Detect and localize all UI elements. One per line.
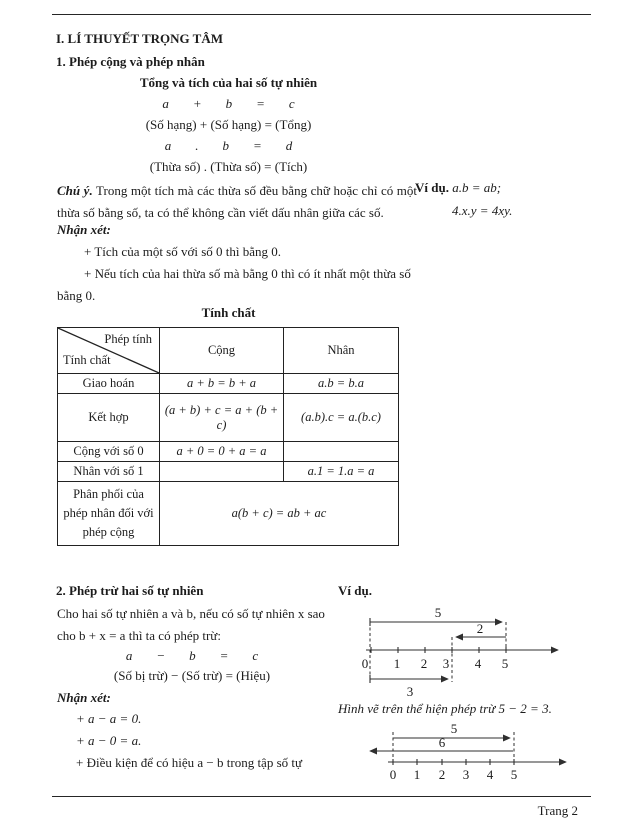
arrow-label-6: 6 [438, 735, 446, 750]
arrow-label-5: 5 [450, 722, 458, 736]
column-header-cong: Cộng [160, 328, 284, 374]
tick-label: 3 [462, 767, 470, 782]
tick-label: 3 [442, 656, 450, 671]
eq-token: c [288, 96, 295, 111]
eq-token: b [225, 96, 233, 111]
row-label: Nhân với số 1 [58, 462, 160, 482]
remark2-label: Nhận xét: [57, 690, 111, 705]
subtraction-equation-caption: (Số bị trừ) − (Số trừ) = (Hiệu) [113, 668, 271, 683]
remark2-item3: + Điều kiện để có hiệu a − b trong tập số tự [76, 755, 303, 770]
number-line-figure-5-minus-2 [338, 602, 573, 702]
sum-product-title: Tổng và tích của hai số tự nhiên [139, 75, 318, 90]
table-header-row [58, 328, 399, 374]
remark1-item1: + Tích của một số với số 0 thì bằng 0. [84, 244, 282, 259]
example1-line1: a.b = ab; [452, 180, 502, 195]
tick-label: 4 [486, 767, 494, 782]
formula-cell-span: a(b + c) = ab + ac [160, 482, 399, 546]
example1-label: Ví dụ. [415, 180, 449, 195]
eq-token: a [162, 96, 169, 111]
corner-top-label: Phép tính [104, 332, 152, 346]
formula-cell: (a.b).c = a.(b.c) [284, 394, 399, 442]
note-paragraph [57, 180, 417, 223]
section1-heading: I. LÍ THUYẾT TRỌNG TÂM [56, 31, 224, 46]
eq-token: b [222, 138, 229, 153]
subtraction-equation [57, 648, 327, 664]
tick-label: 5 [501, 656, 509, 671]
tick-label: 0 [389, 767, 397, 782]
formula-cell: a.b = b.a [284, 374, 399, 394]
tick-label: 2 [438, 767, 446, 782]
sum-equation [57, 96, 400, 112]
table-corner-cell [58, 328, 160, 374]
row-label: Giao hoán [58, 374, 160, 394]
remark1-item2-continuation: bằng 0. [57, 288, 96, 303]
figure1-caption: Hình vẽ trên thể hiện phép trừ 5 − 2 = 3. [338, 701, 552, 716]
eq-token: c [252, 648, 259, 663]
page-number: Trang 2 [537, 803, 578, 818]
product-equation [57, 138, 400, 154]
table-row [58, 394, 399, 442]
number-line-figure-5-minus-6 [338, 722, 573, 784]
formula-cell: a + b = b + a [160, 374, 284, 394]
sum-equation-caption: (Số hạng) + (Số hạng) = (Tổng) [145, 117, 312, 132]
formula-cell: (a + b) + c = a + (b + c) [160, 394, 284, 442]
table-row [58, 374, 399, 394]
section2-intro-line1: Cho hai số tự nhiên a và b, nếu có số tự nhiên x sao [57, 606, 325, 621]
table-row [58, 462, 399, 482]
formula-cell: a + 0 = 0 + a = a [160, 442, 284, 462]
example2-label: Ví dụ. [338, 583, 372, 598]
tick-label: 0 [361, 656, 369, 671]
note-label: Chú ý. [57, 183, 93, 198]
properties-table [57, 327, 399, 546]
example1-line2: 4.x.y = 4xy. [452, 203, 513, 218]
section2-intro-line2: cho b + x = a thì ta có phép trừ: [57, 628, 221, 643]
footer-rule [52, 796, 591, 797]
eq-token: = [256, 96, 265, 111]
section1-subheading: 1. Phép cộng và phép nhân [56, 54, 205, 69]
column-header-nhan: Nhân [284, 328, 399, 374]
formula-cell: a.1 = 1.a = a [284, 462, 399, 482]
header-rule [52, 14, 591, 15]
tick-label: 1 [413, 767, 421, 782]
row-label: Phân phối của phép nhân đối với phép cộng [58, 482, 160, 546]
tick-label: 5 [510, 767, 518, 782]
eq-token: a [164, 138, 172, 153]
eq-token: − [156, 648, 166, 663]
tick-label: 1 [393, 656, 401, 671]
eq-token: . [195, 138, 199, 153]
remark1-item2: + Nếu tích của hai thừa số mà bằng 0 thì có ít nhất một thừa số [84, 266, 411, 281]
eq-token: d [285, 138, 293, 153]
row-label: Kết hợp [58, 394, 160, 442]
table-row [58, 442, 399, 462]
row-label: Cộng với số 0 [58, 442, 160, 462]
table-title: Tính chất [201, 305, 256, 320]
formula-cell-empty [160, 462, 284, 482]
arrow-label-2: 2 [476, 621, 484, 636]
note-text: Trong một tích mà các thừa số đều bằng chữ hoặc chỉ có một thừa số bằng số, ta có thể không cần viết dấu nhân giữa các số. [57, 183, 418, 220]
arrow-label-5: 5 [434, 605, 442, 620]
eq-token: = [252, 138, 262, 153]
tick-label: 2 [420, 656, 428, 671]
eq-token: a [125, 648, 133, 663]
section2-heading: 2. Phép trừ hai số tự nhiên [56, 583, 204, 598]
example1 [415, 180, 501, 196]
tick-label: 4 [474, 656, 482, 671]
formula-cell-empty [284, 442, 399, 462]
table-row [58, 482, 399, 546]
eq-token: b [189, 648, 196, 663]
corner-bottom-label: Tính chất [63, 353, 111, 367]
product-equation-caption: (Thừa số) . (Thừa số) = (Tích) [149, 159, 308, 174]
remark2-item2: + a − 0 = a. [76, 733, 142, 748]
eq-token: = [219, 648, 229, 663]
remark2-item1: + a − a = 0. [76, 711, 142, 726]
arrow-label-3: 3 [406, 684, 414, 699]
remark1-label: Nhận xét: [57, 222, 111, 237]
eq-token: + [192, 96, 202, 111]
